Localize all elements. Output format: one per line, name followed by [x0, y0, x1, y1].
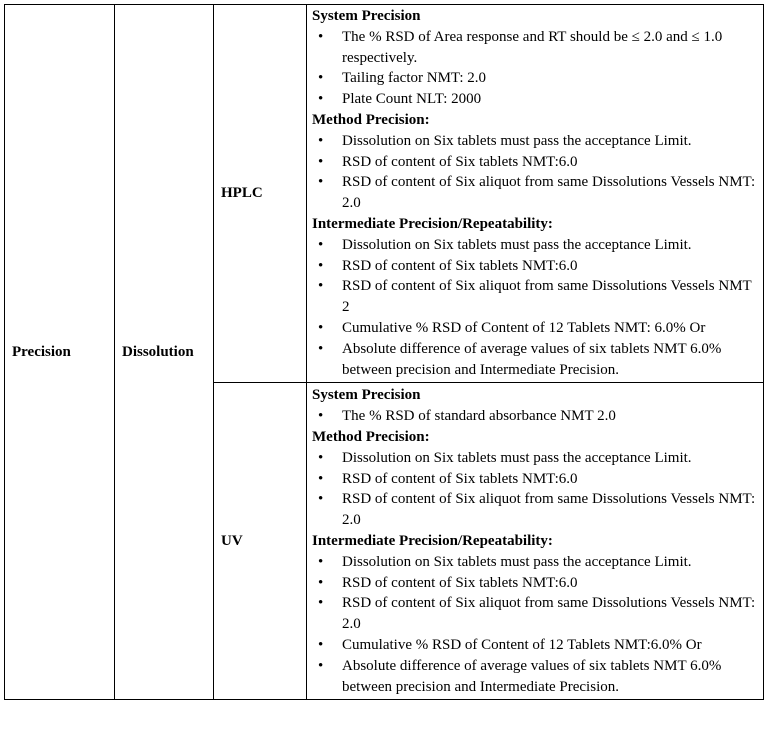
- list-item: • RSD of content of Six tablets NMT:6.0: [312, 152, 759, 173]
- test-cell: Dissolution: [115, 5, 214, 700]
- list-item: • RSD of content of Six tablets NMT:6.0: [312, 256, 759, 277]
- method-cell-uv: UV: [214, 383, 307, 700]
- list-item: • Dissolution on Six tablets must pass the acceptance Limit.: [312, 448, 759, 469]
- list-item: • Absolute difference of average values of six tablets NMT 6.0% between precision and Intermediate Precision.: [312, 656, 759, 698]
- section-heading: Method Precision:: [312, 111, 430, 128]
- list-item: • Dissolution on Six tablets must pass the acceptance Limit.: [312, 552, 759, 573]
- list-item: • RSD of content of Six tablets NMT:6.0: [312, 469, 759, 490]
- section-heading: System Precision: [312, 8, 421, 24]
- section-heading: Intermediate Precision/Repeatability:: [312, 532, 553, 549]
- criteria-list: [312, 27, 759, 110]
- section-heading: Intermediate Precision/Repeatability:: [312, 215, 553, 232]
- list-item: • RSD of content of Six aliquot from same Dissolutions Vessels NMT: 2.0: [312, 489, 759, 531]
- criteria-list: [312, 406, 759, 427]
- list-item: • RSD of content of Six aliquot from same Dissolutions Vessels NMT: 2.0: [312, 593, 759, 635]
- list-item: • Dissolution on Six tablets must pass the acceptance Limit.: [312, 235, 759, 256]
- criteria-list: [312, 235, 759, 381]
- section-heading: System Precision: [312, 387, 421, 404]
- list-item: • RSD of content of Six aliquot from same Dissolutions Vessels NMT 2: [312, 276, 759, 318]
- criteria-cell-hplc: [307, 5, 764, 383]
- criteria-list: [312, 131, 759, 214]
- table-row-hplc: [5, 5, 764, 383]
- section-heading: Method Precision:: [312, 428, 430, 445]
- parameter-cell: Precision: [5, 5, 115, 700]
- criteria-list: [312, 448, 759, 531]
- list-item: • Plate Count NLT: 2000: [312, 89, 759, 110]
- list-item: • Dissolution on Six tablets must pass the acceptance Limit.: [312, 131, 759, 152]
- list-item: • Cumulative % RSD of Content of 12 Tablets NMT: 6.0% Or: [312, 318, 759, 339]
- criteria-list: [312, 552, 759, 698]
- list-item: • The % RSD of standard absorbance NMT 2.0: [312, 406, 759, 427]
- list-item: • Cumulative % RSD of Content of 12 Tablets NMT:6.0% Or: [312, 635, 759, 656]
- list-item: • RSD of content of Six tablets NMT:6.0: [312, 573, 759, 594]
- list-item: • Absolute difference of average values of six tablets NMT 6.0% between precision and Intermediate Precision.: [312, 339, 759, 381]
- list-item: • The % RSD of Area response and RT should be ≤ 2.0 and ≤ 1.0 respectively.: [312, 27, 759, 69]
- criteria-cell-uv: [307, 383, 764, 700]
- precision-criteria-table: [4, 4, 764, 700]
- list-item: • Tailing factor NMT: 2.0: [312, 68, 759, 89]
- method-cell-hplc: HPLC: [214, 5, 307, 383]
- list-item: • RSD of content of Six aliquot from same Dissolutions Vessels NMT: 2.0: [312, 172, 759, 214]
